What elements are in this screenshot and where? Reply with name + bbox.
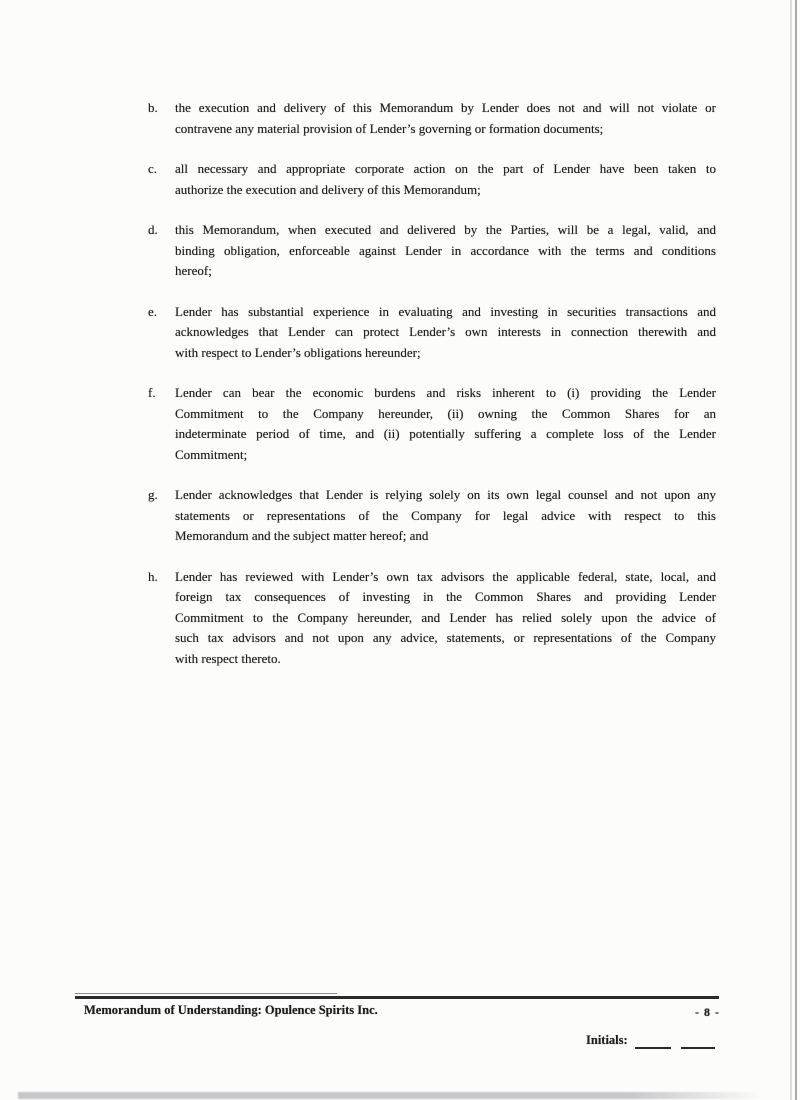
- item-text-line: Lender has reviewed with Lender’s own tax advisors the applicable federal, state, local, and: [175, 568, 716, 584]
- item-text-line: binding obligation, enforceable against Lender in accordance with the terms and conditions: [175, 242, 716, 258]
- item-letter: f.: [148, 385, 156, 400]
- item-text-line: statements or representations of the Company for legal advice with respect to this: [175, 507, 716, 523]
- footer-rule: [75, 996, 719, 999]
- item-text-line: Lender can bear the economic burdens and risks inherent to (i) providing the Lender: [175, 385, 716, 400]
- item-text-line: foreign tax consequences of investing in the Common Shares and providing Lender: [175, 589, 716, 604]
- item-text-line: authorize the execution and delivery of this Memorandum;: [175, 181, 481, 197]
- item-text-line: Memorandum and the subject matter hereof; and: [175, 528, 429, 543]
- item-text-line: Lender acknowledges that Lender is relying solely on its own legal counsel and not upon any: [175, 487, 716, 502]
- item-text-line: this Memorandum, when executed and delivered by the Parties, will be a legal, valid, and: [175, 222, 716, 237]
- item-text: [175, 567, 716, 670]
- scan-edge-line-dark: [795, 0, 797, 1100]
- list-item-b: [148, 98, 718, 139]
- item-text-line: Lender has substantial experience in evaluating and investing in securities transactions and: [175, 303, 716, 319]
- item-letter: d.: [148, 222, 158, 237]
- scan-edge-line-light: [790, 0, 792, 1100]
- item-text: [175, 159, 716, 200]
- item-text-line: such tax advisors and not upon any advice, statements, or representations of the Company: [175, 630, 716, 645]
- memo-list: [148, 98, 718, 689]
- item-text-line: Commitment to the Company hereunder, (ii) owning the Common Shares for an: [175, 405, 716, 421]
- item-text: [175, 302, 716, 364]
- item-text-line: all necessary and appropriate corporate action on the part of Lender have been taken to: [175, 161, 716, 176]
- list-item-d: [148, 220, 718, 282]
- item-text-line: with respect thereto.: [175, 650, 281, 666]
- initials-row: [586, 1032, 715, 1049]
- item-text-line: hereof;: [175, 263, 212, 278]
- list-item-h: [148, 567, 718, 670]
- item-text-line: acknowledges that Lender can protect Lender’s own interests in connection therewith and: [175, 324, 716, 339]
- item-text: [175, 383, 716, 465]
- item-text-line: with respect to Lender’s obligations hereunder;: [175, 344, 421, 360]
- list-item-e: [148, 302, 718, 364]
- item-letter: b.: [148, 100, 158, 115]
- footer-rule-shadow: [75, 993, 337, 994]
- item-text-line: contravene any material provision of Lender’s governing or formation documents;: [175, 120, 604, 136]
- item-text: [175, 98, 716, 139]
- page-number: - 8 -: [695, 1005, 720, 1019]
- initials-label: Initials:: [586, 1033, 628, 1047]
- item-text-line: Commitment;: [175, 446, 248, 462]
- item-text: [175, 485, 716, 547]
- item-text-line: Commitment to the Company hereunder, and Lender has relied solely upon the advice of: [175, 609, 716, 625]
- initials-blank-1: [635, 1032, 671, 1049]
- list-item-g: [148, 485, 718, 547]
- scan-bottom-shadow: [18, 1092, 763, 1099]
- initials-blank-2: [681, 1032, 715, 1049]
- item-text: [175, 220, 716, 282]
- item-letter: g.: [148, 487, 158, 502]
- footer-title: Memorandum of Understanding: Opulence Spirits Inc.: [84, 1003, 378, 1017]
- list-item-c: [148, 159, 718, 200]
- item-text-line: indeterminate period of time, and (ii) potentially suffering a complete loss of the Lender: [175, 426, 716, 441]
- item-letter: e.: [148, 303, 158, 319]
- item-letter: c.: [148, 161, 158, 176]
- list-item-f: [148, 383, 718, 465]
- item-letter: h.: [148, 568, 158, 584]
- item-text-line: the execution and delivery of this Memorandum by Lender does not and will not violate or: [175, 100, 716, 115]
